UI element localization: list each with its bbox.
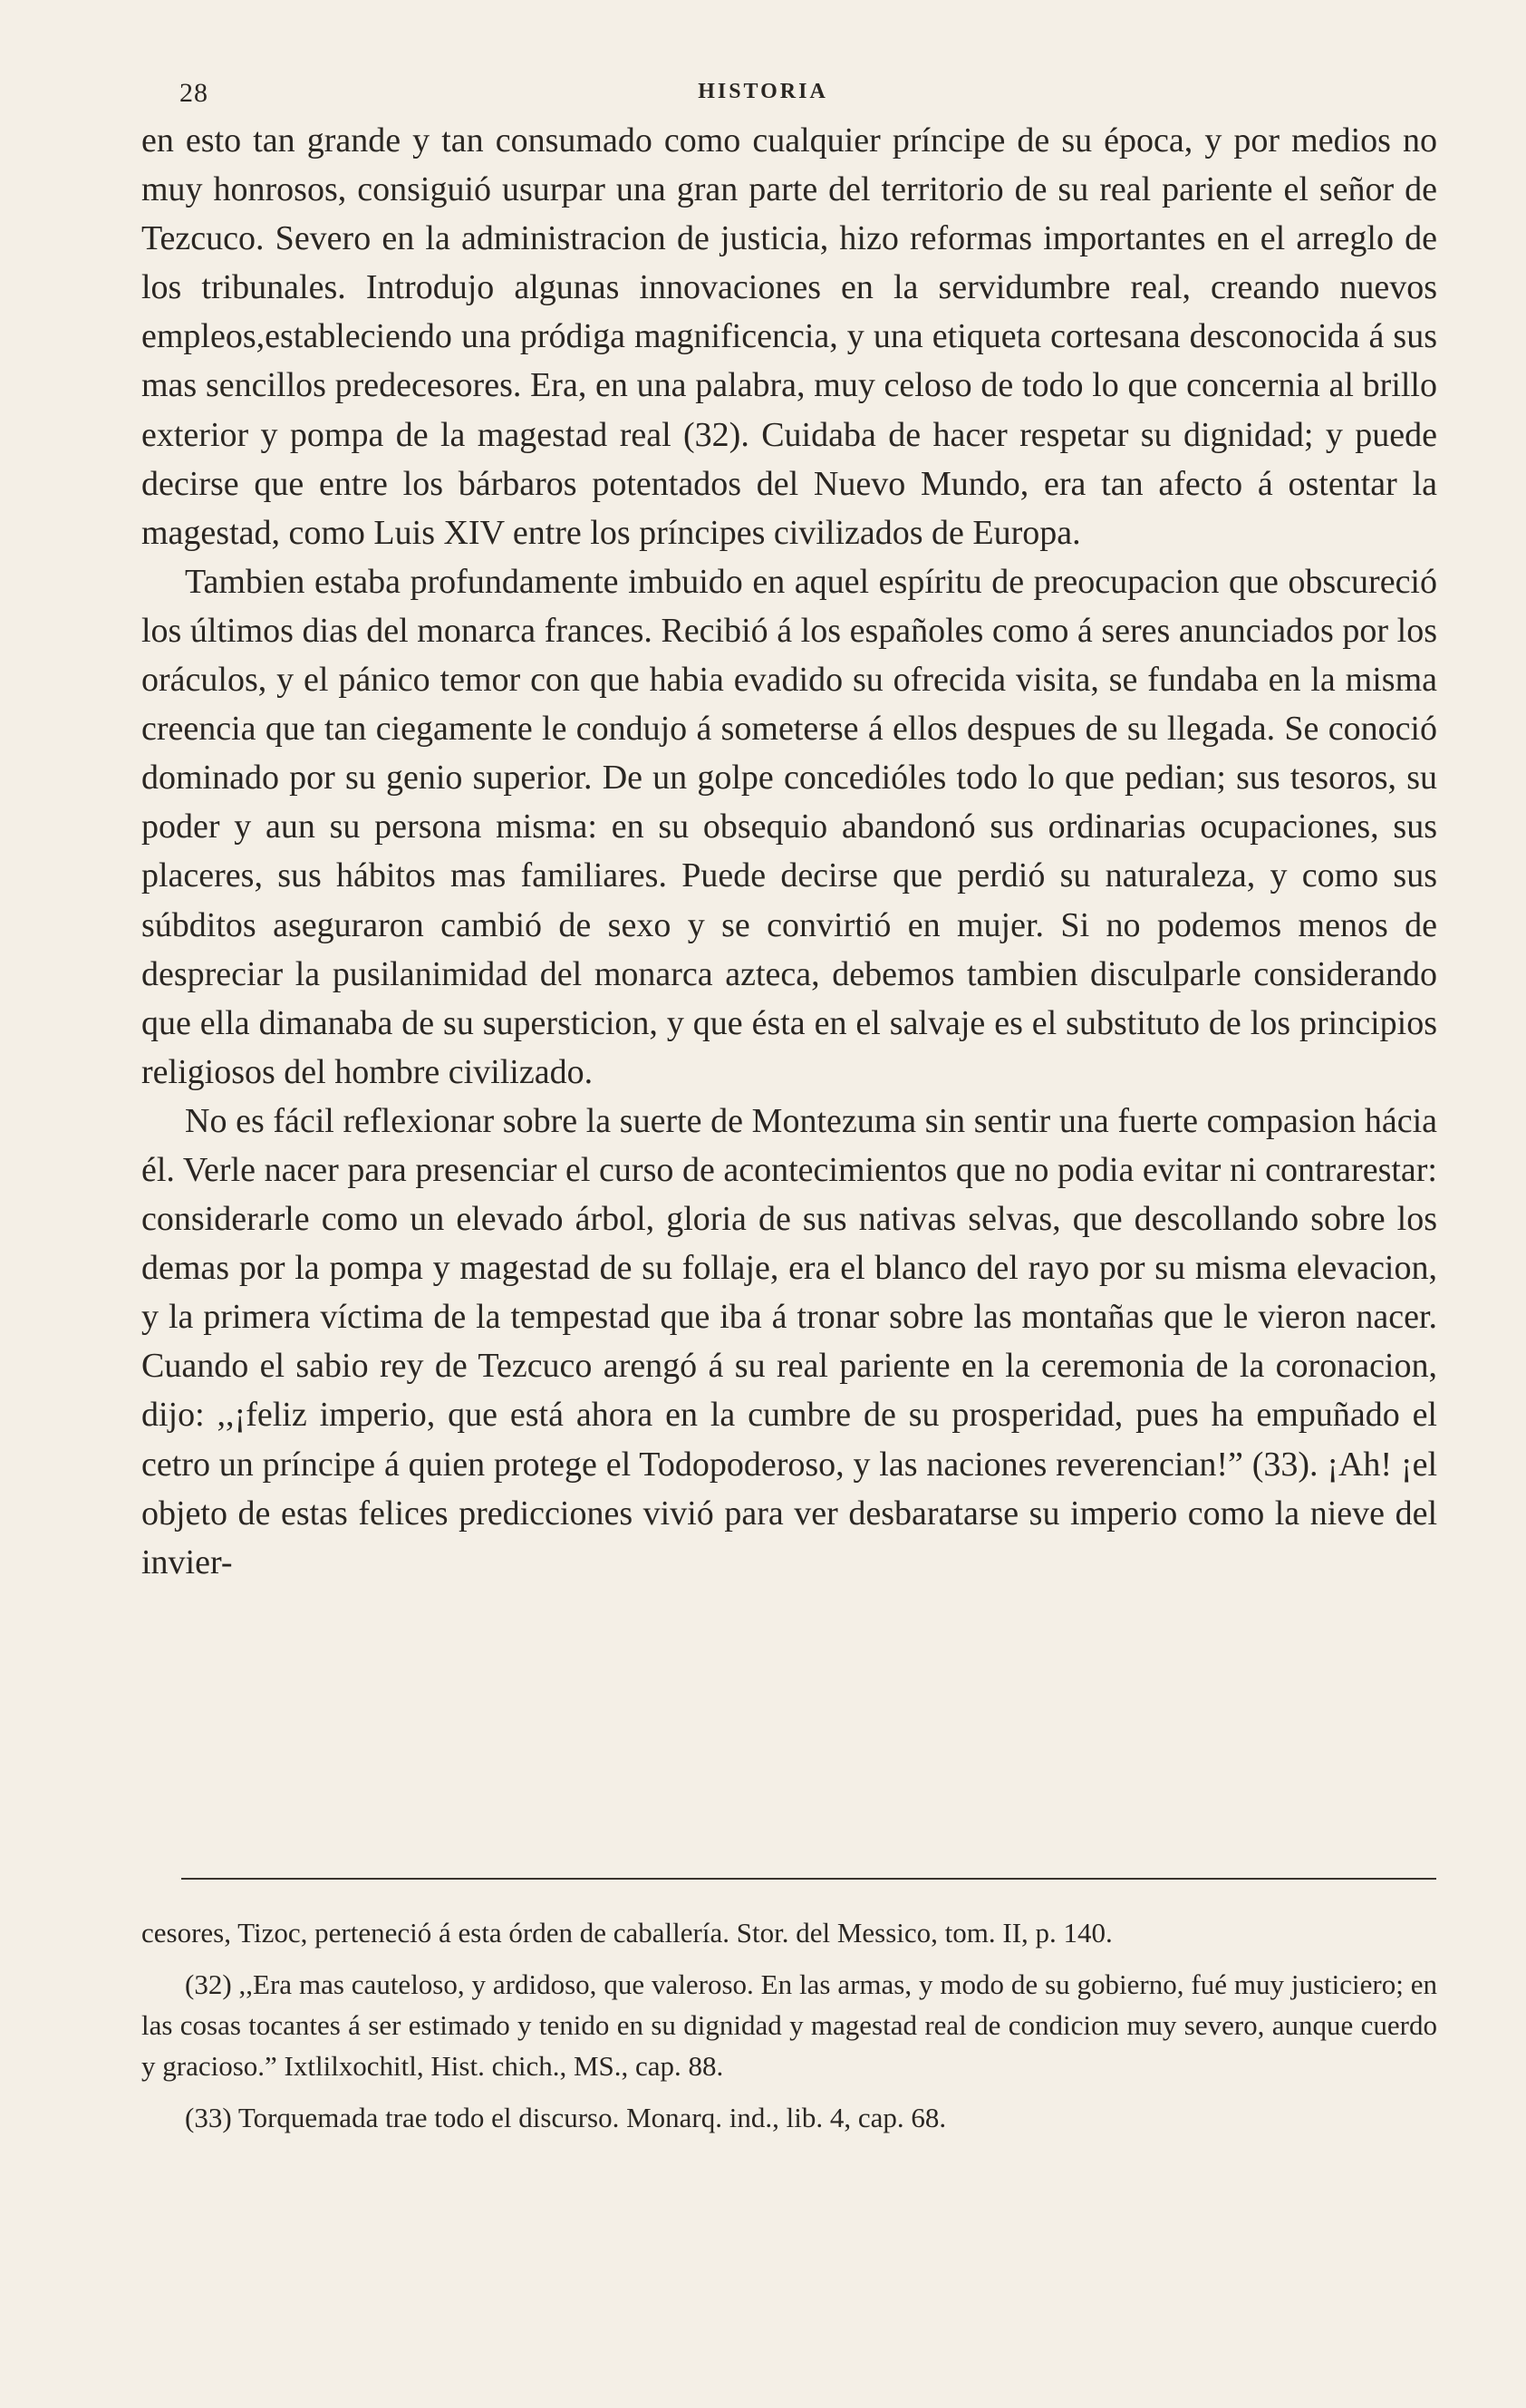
paragraph: Tambien estaba profundamente imbuido en aquel espíritu de preocupacion que obscureció los últimos dias del monarca frances. Recibió á los españoles como á seres anunciados por los oráculos, y el pánico temor con que habia evadido su ofrecida visita, se fundaba en la misma creencia que tan ciegamente le condujo á someterse á ellos despues de su llegada. Se conoció dominado por su genio superior. De un golpe concedióles todo lo que pedian; sus tesoros, su poder y aun su persona misma: en su obsequio abandonó sus ordinarias ocupaciones, sus placeres, sus hábitos mas familiares. Puede decirse que perdió su naturaleza, y como sus súbditos aseguraron cambió de sexo y se convirtió en mujer. Si no podemos menos de despreciar la pusilanimidad del monarca azteca, debemos tambien disculparle considerando que ella dimanaba de su supersticion, y que ésta en el salvaje es el substituto de los principios religiosos del hombre civilizado.	[141, 562, 1437, 1091]
main-text	[141, 116, 1437, 1587]
page-number: 28	[179, 78, 208, 108]
footnote: (32) ,,Era mas cauteloso, y ardidoso, que valeroso. En las armas, y modo de su gobierno, fué muy justiciero; en las cosas tocantes á ser estimado y tenido en su dignidad y magestad real de condicion muy severo, aunque cuerdo y gracioso.” Ixtlilxochitl, Hist. chich., MS., cap. 88.	[141, 1968, 1437, 2082]
running-title: HISTORIA	[698, 80, 828, 103]
footnote-divider	[181, 1878, 1436, 1880]
footnotes	[141, 1912, 1437, 2149]
paragraph: No es fácil reflexionar sobre la suerte de Montezuma sin sentir una fuerte compasion hácia él. Verle nacer para presenciar el curso de acontecimientos que no podia evitar ni contrarestar: considerarle como un elevado árbol, gloria de sus nativas selvas, que descollando sobre los demas por la pompa y magestad de su follaje, era el blanco del rayo por su misma elevacion, y la primera víctima de la tempestad que iba á tronar sobre las montañas que le vieron nacer. Cuando el sabio rey de Tezcuco arengó á su real pariente en la ceremonia de la coronacion, dijo: ,,¡feliz imperio, que está ahora en la cumbre de su prosperidad, pues ha empuñado el cetro un príncipe á quien protege el Todopoderoso, y las naciones reverencian!” (33). ¡Ah! ¡el objeto de estas felices predicciones vivió para ver desbaratarse su imperio como la nieve del invier-	[141, 1101, 1437, 1581]
footnote: (33) Torquemada trae todo el discurso. Monarq. ind., lib. 4, cap. 68.	[185, 2102, 947, 2133]
page-header	[0, 78, 1526, 114]
footnote: cesores, Tizoc, perteneció á esta órden de caballería. Stor. del Messico, tom. II, p. 140.	[141, 1917, 1113, 1949]
paragraph: en esto tan grande y tan consumado como cualquier príncipe de su época, y por medios no muy honrosos, consiguió usurpar una gran parte del territorio de su real pariente el señor de Tezcuco. Severo en la administracion de justicia, hizo reformas importantes en el arreglo de los tribunales. Introdujo algunas innovaciones en la servidumbre real, creando nuevos empleos,estableciendo una pródiga magnificencia, y una etiqueta cortesana desconocida á sus mas sencillos predecesores. Era, en una palabra, muy celoso de todo lo que concernia al brillo exterior y pompa de la magestad real (32). Cuidaba de hacer respetar su dignidad; y puede decirse que entre los bárbaros potentados del Nuevo Mundo, era tan afecto á ostentar la magestad, como Luis XIV entre los príncipes civilizados de Europa.	[141, 121, 1437, 552]
